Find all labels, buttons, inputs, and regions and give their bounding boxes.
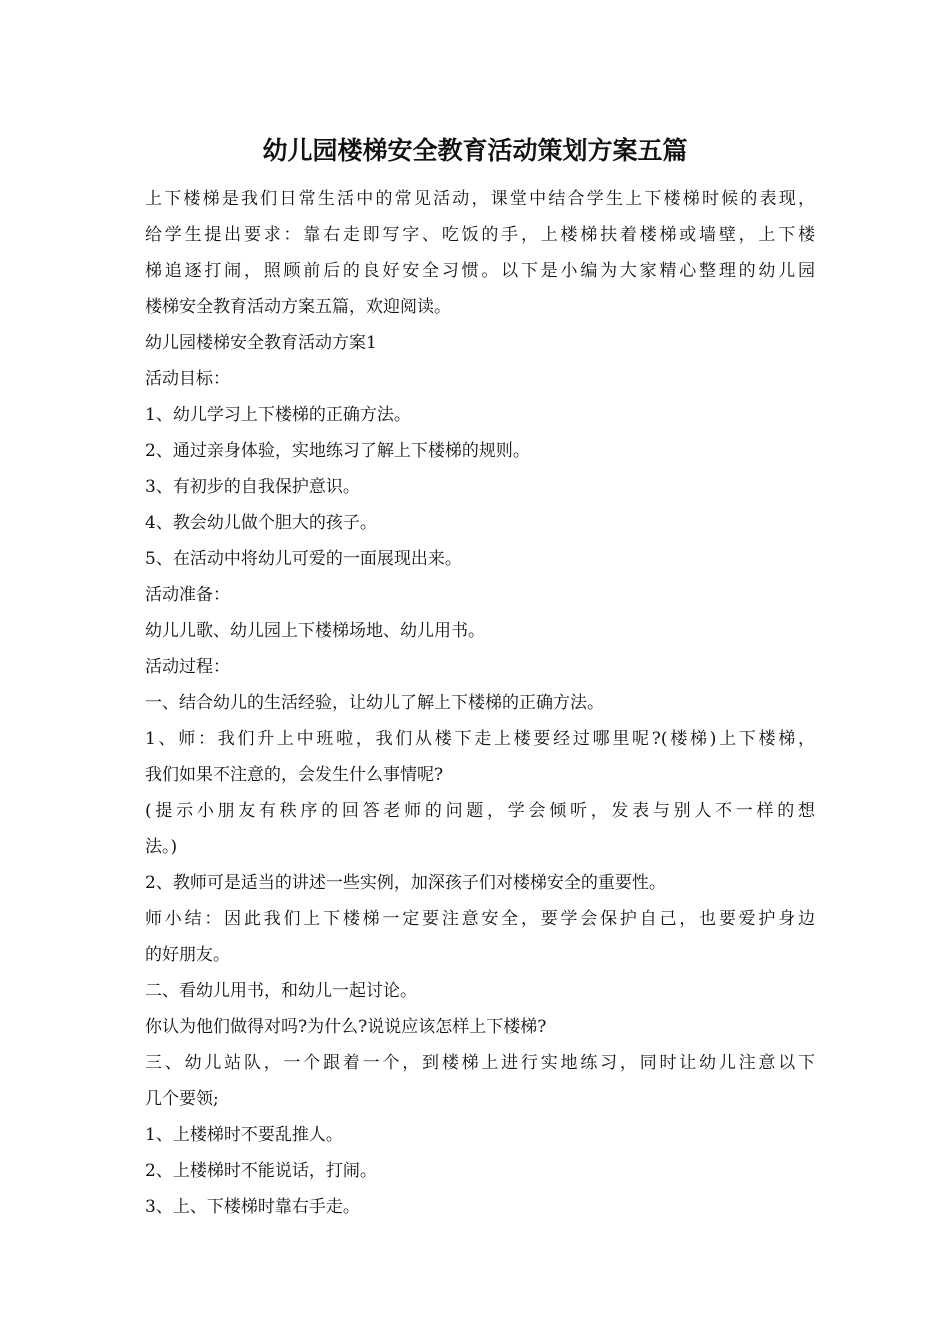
body-line: 师小结：因此我们上下楼梯一定要注意安全，要学会保护自己，也要爱护身边	[145, 909, 815, 929]
body-line: 梯追逐打闹，照顾前后的良好安全习惯。以下是小编为大家精心整理的幼儿园	[145, 261, 815, 281]
body-line: 活动准备：	[145, 585, 230, 605]
body-line: (提示小朋友有秩序的回答老师的问题，学会倾听，发表与别人不一样的想	[145, 801, 815, 821]
list-item: 1、幼儿学习上下楼梯的正确方法。	[145, 405, 411, 425]
body-line: 幼儿儿歌、幼儿园上下楼梯场地、幼儿用书。	[145, 621, 485, 641]
list-item: 2、通过亲身体验，实地练习了解上下楼梯的规则。	[145, 441, 530, 461]
document-title: 幼儿园楼梯安全教育活动策划方案五篇	[262, 136, 688, 165]
list-item: 5、在活动中将幼儿可爱的一面展现出来。	[145, 549, 462, 569]
list-item: 1、上楼梯时不要乱推人。	[145, 1125, 343, 1145]
body-line: 法。)	[145, 837, 178, 857]
body-line: 你认为他们做得对吗?为什么?说说应该怎样上下楼梯?	[145, 1017, 547, 1037]
body-line: 1、师：我们升上中班啦，我们从楼下走上楼要经过哪里呢?(楼梯)上下楼梯，	[145, 729, 815, 749]
document-body	[145, 181, 815, 1225]
body-line: 上下楼梯是我们日常生活中的常见活动，课堂中结合学生上下楼梯时候的表现，	[145, 189, 815, 209]
body-line: 的好朋友。	[145, 945, 230, 965]
body-line: 活动过程：	[145, 657, 230, 677]
body-line: 二、看幼儿用书，和幼儿一起讨论。	[145, 981, 417, 1001]
body-line: 一、结合幼儿的生活经验，让幼儿了解上下楼梯的正确方法。	[145, 693, 604, 713]
body-line: 几个要领;	[145, 1089, 219, 1109]
list-item: 2、上楼梯时不能说话，打闹。	[145, 1161, 377, 1181]
body-line: 楼梯安全教育活动方案五篇，欢迎阅读。	[145, 297, 451, 317]
list-item: 3、有初步的自我保护意识。	[145, 477, 360, 497]
body-line: 三、幼儿站队，一个跟着一个，到楼梯上进行实地练习，同时让幼儿注意以下	[145, 1053, 815, 1073]
body-line: 活动目标：	[145, 369, 230, 389]
body-line: 给学生提出要求：靠右走即写字、吃饭的手，上楼梯扶着楼梯或墙壁，上下楼	[145, 225, 815, 245]
body-line: 2、教师可是适当的讲述一些实例，加深孩子们对楼梯安全的重要性。	[145, 873, 666, 893]
list-item: 3、上、下楼梯时靠右手走。	[145, 1197, 360, 1217]
body-line: 我们如果不注意的，会发生什么事情呢?	[145, 765, 444, 785]
list-item: 4、教会幼儿做个胆大的孩子。	[145, 513, 377, 533]
section-heading: 幼儿园楼梯安全教育活动方案1	[145, 333, 377, 353]
